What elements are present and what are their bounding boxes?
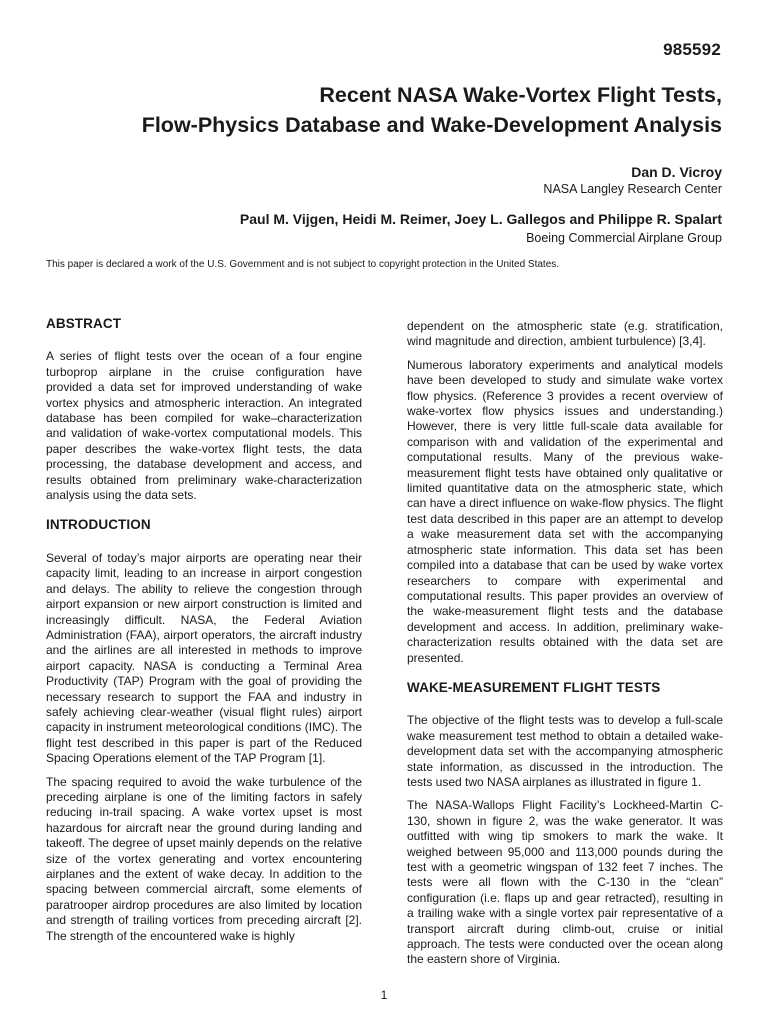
- author-2-affiliation: Boeing Commercial Airplane Group: [526, 231, 722, 245]
- title-line-2: Flow-Physics Database and Wake-Development Analysis: [141, 113, 722, 137]
- paper-number: 985592: [663, 40, 721, 59]
- abstract-paragraph: A series of flight tests over the ocean of a four engine turboprop airplane in the cruise configuration have provided a data set for improved understanding of wake vortex physics and atmospheric interaction. An integrated database has been compiled for wake–characterization and validation of wake-vortex computational models. This paper describes the wake-vortex flight tests, the data processing, the database development and access, and results obtained from preliminary wake-characterization analysis using the data sets.: [46, 349, 362, 503]
- copyright-notice: This paper is declared a work of the U.S. Government and is not subject to copyright protection in the United States.: [46, 259, 560, 270]
- introduction-paragraph-3: dependent on the atmospheric state (e.g. stratification, wind magnitude and direction, ambient turbulence) [3,4].: [407, 319, 723, 349]
- introduction-heading: INTRODUCTION: [46, 517, 151, 533]
- author-1-name: Dan D. Vicroy: [631, 164, 722, 180]
- introduction-paragraph-4: Numerous laboratory experiments and analytical models have been developed to study and simulate wake vortex flow physics. (Reference 3 provides a recent overview of wake-vortex flow physics issues and understanding.) However, there is very little full-scale data available for comparison with and validation of the experimental and computational results. Many of the previous wake-measurement flight tests have obtained only qualitative or limited quantitative data on the atmospheric state, which can have a direct influence on wake-flow physics. The flight test data described in this paper are an attempt to develop a wake measurement data set with the accompanying atmospheric state information. This data set has been compiled into a database that can be used by wake vortex researchers to compare with experimental and computational results. This paper provides an overview of the wake-measurement flight tests and the database development and access. In addition, preliminary wake-characterization results obtained with the data set are presented.: [407, 357, 723, 665]
- flight-tests-paragraph-1: The objective of the flight tests was to develop a full-scale wake measurement test method to obtain a detailed wake-development data set with the accompanying atmospheric state information, as discussed in the introduction. The tests used two NASA airplanes as illustrated in figure 1.: [407, 713, 723, 789]
- paper-title: [40, 80, 722, 140]
- title-line-1: Recent NASA Wake-Vortex Flight Tests,: [319, 83, 722, 107]
- flight-tests-paragraph-2: The NASA-Wallops Flight Facility’s Lockheed-Martin C-130, shown in figure 2, was the wake generator. It was outfitted with wing tip smokers to mark the wake. It weighed between 95,000 and 113,000 pounds during the test with a geometric wingspan of 132 feet 7 inches. The tests were all flown with the C-130 in the “clean” configuration (i.e. flaps up and gear retracted), resulting in a trailing wake with a single vortex pair representative of a transport aircraft during climb-out, cruise or initial approach. The tests were conducted over the ocean along the eastern shore of Virginia.: [407, 798, 723, 967]
- left-column: [46, 316, 362, 952]
- flight-tests-heading: WAKE-MEASUREMENT FLIGHT TESTS: [407, 679, 661, 695]
- right-column: [407, 319, 723, 976]
- page-number: 1: [380, 988, 388, 1002]
- abstract-heading: ABSTRACT: [46, 316, 122, 331]
- introduction-paragraph-2: The spacing required to avoid the wake turbulence of the preceding airplane is one of the limiting factors in safely reducing in-trail spacing. A wake vortex upset is most hazardous for aircraft near the ground during landing and takeoff. The degree of upset mainly depends on the relative size of the vortex generating and vortex encountering airplanes and the extent of wake decay. In addition to the spacing between commercial aircraft, some elements of paratrooper airdrop procedures are also limited by location and strength of trailing vortices from preceding aircraft [2]. The strength of the encountered wake is highly: [46, 774, 362, 943]
- introduction-paragraph-1: Several of today’s major airports are operating near their capacity limit, leading to an increase in airport congestion and delays. The ability to relieve the congestion through airport expansion or new airport construction is limited and increasingly difficult. NASA, the Federal Aviation Administration (FAA), airport operators, the aircraft industry and the airlines are all interested in methods to improve airport capacity. NASA is conducting a Terminal Area Productivity (TAP) Program with the goal of providing the necessary research to support the FAA and industry in safely achieving clear-weather (visual flight rules) airport capacity in instrument meteorological conditions (IMC). The flight test described in this paper is part of the Reduced Spacing Operations element of the TAP Program [1].: [46, 550, 362, 766]
- author-1-affiliation: NASA Langley Research Center: [543, 182, 722, 196]
- author-2-names: Paul M. Vijgen, Heidi M. Reimer, Joey L. Gallegos and Philippe R. Spalart: [239, 211, 722, 227]
